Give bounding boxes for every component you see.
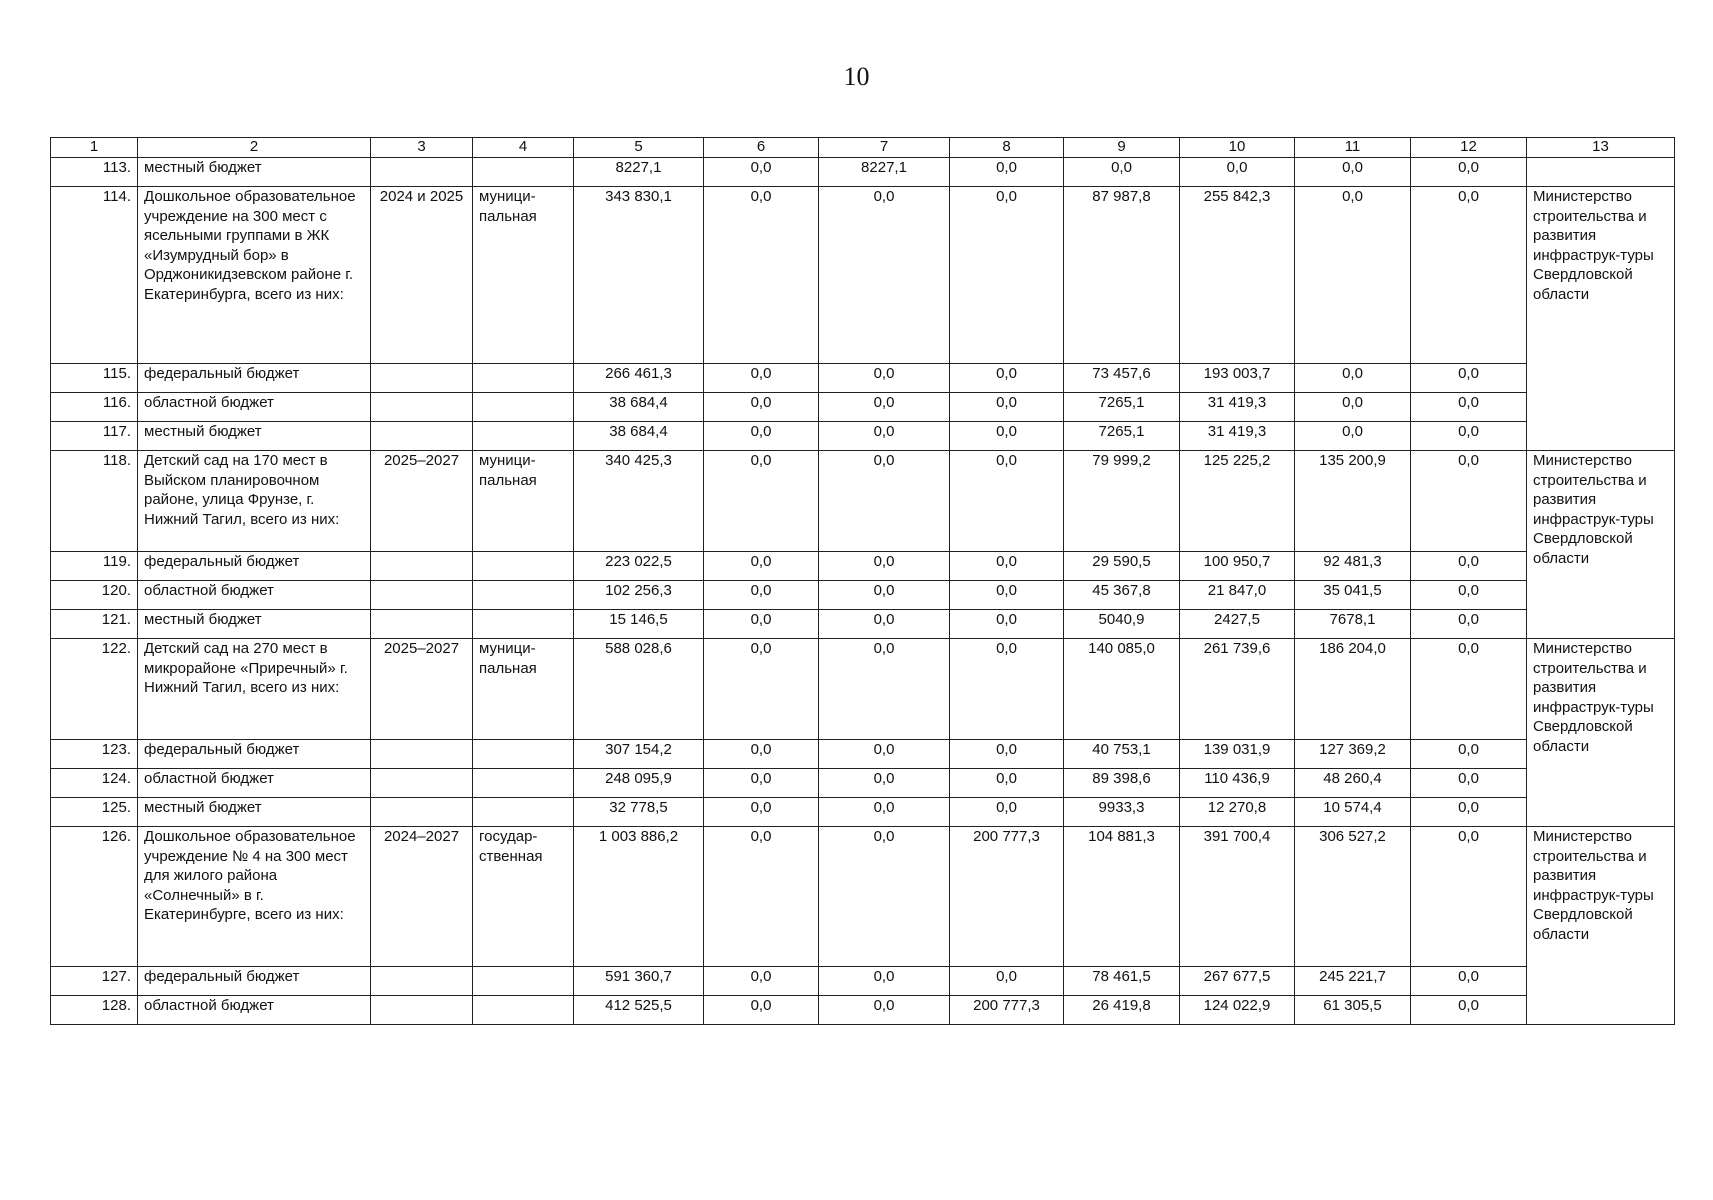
amount-col-8: 200 777,3: [950, 827, 1064, 967]
amount-col-11: 0,0: [1295, 364, 1411, 393]
amount-col-10: 391 700,4: [1180, 827, 1295, 967]
item-name: федеральный бюджет: [138, 364, 371, 393]
amount-col-9: 87 987,8: [1064, 187, 1180, 364]
table-row: [51, 422, 1675, 451]
item-name: областной бюджет: [138, 393, 371, 422]
amount-col-10: 261 739,6: [1180, 639, 1295, 740]
table-row: [51, 552, 1675, 581]
responsible-organization: Министерство строительства и развития инфраструк-туры Свердловской области: [1527, 451, 1675, 639]
item-name: федеральный бюджет: [138, 552, 371, 581]
amount-col-11: 0,0: [1295, 187, 1411, 364]
amount-col-9: 140 085,0: [1064, 639, 1180, 740]
amount-col-9: 79 999,2: [1064, 451, 1180, 552]
amount-col-10: 100 950,7: [1180, 552, 1295, 581]
column-header: 6: [704, 138, 819, 158]
amount-col-5: 38 684,4: [574, 422, 704, 451]
amount-col-12: 0,0: [1411, 364, 1527, 393]
amount-col-8: 0,0: [950, 740, 1064, 769]
responsible-organization: Министерство строительства и развития инфраструк-туры Свердловской области: [1527, 639, 1675, 827]
amount-col-5: 588 028,6: [574, 639, 704, 740]
amount-col-8: 0,0: [950, 187, 1064, 364]
responsible-empty: [1527, 158, 1675, 187]
amount-col-10: 0,0: [1180, 158, 1295, 187]
amount-col-10: 2427,5: [1180, 610, 1295, 639]
amount-col-10: 31 419,3: [1180, 422, 1295, 451]
amount-col-5: 266 461,3: [574, 364, 704, 393]
period: 2025–2027: [371, 451, 473, 552]
amount-col-12: 0,0: [1411, 610, 1527, 639]
amount-col-10: 255 842,3: [1180, 187, 1295, 364]
ownership-type: [473, 422, 574, 451]
amount-col-8: 0,0: [950, 581, 1064, 610]
amount-col-12: 0,0: [1411, 967, 1527, 996]
period: [371, 364, 473, 393]
period: [371, 769, 473, 798]
item-name: областной бюджет: [138, 996, 371, 1025]
amount-col-6: 0,0: [704, 769, 819, 798]
amount-col-9: 45 367,8: [1064, 581, 1180, 610]
ownership-type: [473, 996, 574, 1025]
amount-col-10: 12 270,8: [1180, 798, 1295, 827]
amount-col-11: 0,0: [1295, 158, 1411, 187]
table-row: [51, 610, 1675, 639]
amount-col-5: 1 003 886,2: [574, 827, 704, 967]
column-header: 10: [1180, 138, 1295, 158]
ownership-type: [473, 364, 574, 393]
amount-col-7: 0,0: [819, 552, 950, 581]
column-header: 9: [1064, 138, 1180, 158]
amount-col-10: 110 436,9: [1180, 769, 1295, 798]
amount-col-5: 8227,1: [574, 158, 704, 187]
period: [371, 422, 473, 451]
row-number: 116.: [51, 393, 138, 422]
amount-col-5: 102 256,3: [574, 581, 704, 610]
amount-col-8: 0,0: [950, 552, 1064, 581]
amount-col-12: 0,0: [1411, 451, 1527, 552]
row-number: 114.: [51, 187, 138, 364]
amount-col-12: 0,0: [1411, 827, 1527, 967]
column-header: 12: [1411, 138, 1527, 158]
table-row: [51, 451, 1675, 552]
row-number: 127.: [51, 967, 138, 996]
row-number: 126.: [51, 827, 138, 967]
amount-col-6: 0,0: [704, 827, 819, 967]
amount-col-10: 21 847,0: [1180, 581, 1295, 610]
ownership-type: [473, 158, 574, 187]
amount-col-10: 139 031,9: [1180, 740, 1295, 769]
amount-col-6: 0,0: [704, 740, 819, 769]
ownership-type: [473, 610, 574, 639]
item-name: федеральный бюджет: [138, 967, 371, 996]
amount-col-5: 32 778,5: [574, 798, 704, 827]
amount-col-11: 61 305,5: [1295, 996, 1411, 1025]
row-number: 125.: [51, 798, 138, 827]
period: [371, 967, 473, 996]
amount-col-8: 0,0: [950, 610, 1064, 639]
row-number: 123.: [51, 740, 138, 769]
amount-col-5: 223 022,5: [574, 552, 704, 581]
item-name: местный бюджет: [138, 422, 371, 451]
ownership-type: государ-ственная: [473, 827, 574, 967]
amount-col-7: 0,0: [819, 610, 950, 639]
period: [371, 552, 473, 581]
ownership-type: муници-пальная: [473, 451, 574, 552]
ownership-type: [473, 581, 574, 610]
amount-col-8: 0,0: [950, 364, 1064, 393]
amount-col-10: 31 419,3: [1180, 393, 1295, 422]
amount-col-5: 15 146,5: [574, 610, 704, 639]
amount-col-7: 0,0: [819, 827, 950, 967]
ownership-type: муници-пальная: [473, 187, 574, 364]
period: [371, 996, 473, 1025]
amount-col-9: 78 461,5: [1064, 967, 1180, 996]
amount-col-7: 0,0: [819, 581, 950, 610]
row-number: 115.: [51, 364, 138, 393]
table-row: [51, 967, 1675, 996]
amount-col-6: 0,0: [704, 158, 819, 187]
table-row: [51, 364, 1675, 393]
amount-col-7: 0,0: [819, 798, 950, 827]
column-header: 11: [1295, 138, 1411, 158]
amount-col-8: 0,0: [950, 798, 1064, 827]
row-number: 119.: [51, 552, 138, 581]
item-name: местный бюджет: [138, 610, 371, 639]
amount-col-11: 186 204,0: [1295, 639, 1411, 740]
amount-col-7: 0,0: [819, 364, 950, 393]
table-body: [51, 158, 1675, 1025]
amount-col-9: 0,0: [1064, 158, 1180, 187]
item-name: Детский сад на 170 мест в Выйском планировочном районе, улица Фрунзе, г. Нижний Тагил, всего из них:: [138, 451, 371, 552]
ownership-type: муници-пальная: [473, 639, 574, 740]
amount-col-6: 0,0: [704, 422, 819, 451]
column-header: 2: [138, 138, 371, 158]
amount-col-11: 35 041,5: [1295, 581, 1411, 610]
amount-col-12: 0,0: [1411, 422, 1527, 451]
amount-col-12: 0,0: [1411, 158, 1527, 187]
table-row: [51, 639, 1675, 740]
amount-col-6: 0,0: [704, 798, 819, 827]
budget-table: [50, 137, 1675, 1025]
responsible-organization: Министерство строительства и развития инфраструк-туры Свердловской области: [1527, 187, 1675, 451]
amount-col-9: 40 753,1: [1064, 740, 1180, 769]
period: [371, 158, 473, 187]
amount-col-11: 127 369,2: [1295, 740, 1411, 769]
item-name: Дошкольное образовательное учреждение № 4 на 300 мест для жилого района «Солнечный» в г. Екатеринбурге, всего из них:: [138, 827, 371, 967]
table-row: [51, 158, 1675, 187]
table-row: [51, 740, 1675, 769]
amount-col-8: 0,0: [950, 393, 1064, 422]
amount-col-7: 0,0: [819, 740, 950, 769]
amount-col-7: 8227,1: [819, 158, 950, 187]
column-header: 1: [51, 138, 138, 158]
amount-col-12: 0,0: [1411, 769, 1527, 798]
ownership-type: [473, 798, 574, 827]
amount-col-11: 135 200,9: [1295, 451, 1411, 552]
ownership-type: [473, 769, 574, 798]
row-number: 117.: [51, 422, 138, 451]
period: [371, 581, 473, 610]
item-name: федеральный бюджет: [138, 740, 371, 769]
amount-col-5: 343 830,1: [574, 187, 704, 364]
period: 2025–2027: [371, 639, 473, 740]
amount-col-9: 7265,1: [1064, 393, 1180, 422]
amount-col-9: 73 457,6: [1064, 364, 1180, 393]
amount-col-10: 193 003,7: [1180, 364, 1295, 393]
amount-col-5: 248 095,9: [574, 769, 704, 798]
amount-col-6: 0,0: [704, 610, 819, 639]
amount-col-8: 0,0: [950, 639, 1064, 740]
table-row: [51, 393, 1675, 422]
row-number: 113.: [51, 158, 138, 187]
ownership-type: [473, 967, 574, 996]
column-header: 7: [819, 138, 950, 158]
amount-col-11: 48 260,4: [1295, 769, 1411, 798]
period: 2024–2027: [371, 827, 473, 967]
amount-col-9: 29 590,5: [1064, 552, 1180, 581]
amount-col-8: 0,0: [950, 967, 1064, 996]
amount-col-8: 0,0: [950, 158, 1064, 187]
amount-col-9: 5040,9: [1064, 610, 1180, 639]
table-row: [51, 187, 1675, 364]
period: [371, 740, 473, 769]
item-name: местный бюджет: [138, 158, 371, 187]
period: [371, 393, 473, 422]
amount-col-6: 0,0: [704, 581, 819, 610]
amount-col-8: 0,0: [950, 422, 1064, 451]
column-header: 4: [473, 138, 574, 158]
item-name: областной бюджет: [138, 769, 371, 798]
responsible-organization: Министерство строительства и развития инфраструк-туры Свердловской области: [1527, 827, 1675, 1025]
amount-col-6: 0,0: [704, 967, 819, 996]
ownership-type: [473, 740, 574, 769]
amount-col-6: 0,0: [704, 552, 819, 581]
ownership-type: [473, 552, 574, 581]
amount-col-10: 125 225,2: [1180, 451, 1295, 552]
period: [371, 798, 473, 827]
amount-col-10: 267 677,5: [1180, 967, 1295, 996]
table-row: [51, 996, 1675, 1025]
amount-col-7: 0,0: [819, 967, 950, 996]
amount-col-12: 0,0: [1411, 639, 1527, 740]
column-header: 5: [574, 138, 704, 158]
amount-col-11: 10 574,4: [1295, 798, 1411, 827]
item-name: Дошкольное образовательное учреждение на 300 мест с ясельными группами в ЖК «Изумрудный бор» в Орджоникидзевском районе г. Екатеринбурга, всего из них:: [138, 187, 371, 364]
amount-col-5: 307 154,2: [574, 740, 704, 769]
amount-col-7: 0,0: [819, 422, 950, 451]
amount-col-11: 0,0: [1295, 422, 1411, 451]
column-header: 3: [371, 138, 473, 158]
amount-col-5: 591 360,7: [574, 967, 704, 996]
amount-col-12: 0,0: [1411, 581, 1527, 610]
amount-col-6: 0,0: [704, 639, 819, 740]
amount-col-9: 104 881,3: [1064, 827, 1180, 967]
amount-col-12: 0,0: [1411, 740, 1527, 769]
row-number: 121.: [51, 610, 138, 639]
amount-col-8: 200 777,3: [950, 996, 1064, 1025]
period: [371, 610, 473, 639]
period: 2024 и 2025: [371, 187, 473, 364]
table-row: [51, 827, 1675, 967]
amount-col-11: 7678,1: [1295, 610, 1411, 639]
amount-col-6: 0,0: [704, 451, 819, 552]
amount-col-9: 26 419,8: [1064, 996, 1180, 1025]
column-header: 13: [1527, 138, 1675, 158]
amount-col-11: 306 527,2: [1295, 827, 1411, 967]
amount-col-7: 0,0: [819, 451, 950, 552]
item-name: местный бюджет: [138, 798, 371, 827]
item-name: Детский сад на 270 мест в микрорайоне «Приречный» г. Нижний Тагил, всего из них:: [138, 639, 371, 740]
amount-col-7: 0,0: [819, 639, 950, 740]
row-number: 120.: [51, 581, 138, 610]
amount-col-12: 0,0: [1411, 552, 1527, 581]
row-number: 128.: [51, 996, 138, 1025]
row-number: 122.: [51, 639, 138, 740]
amount-col-12: 0,0: [1411, 996, 1527, 1025]
amount-col-11: 245 221,7: [1295, 967, 1411, 996]
table-row: [51, 798, 1675, 827]
amount-col-5: 412 525,5: [574, 996, 704, 1025]
amount-col-6: 0,0: [704, 364, 819, 393]
page-number: 10: [843, 62, 870, 91]
column-header: 8: [950, 138, 1064, 158]
amount-col-6: 0,0: [704, 187, 819, 364]
amount-col-6: 0,0: [704, 996, 819, 1025]
amount-col-7: 0,0: [819, 996, 950, 1025]
amount-col-11: 0,0: [1295, 393, 1411, 422]
item-name: областной бюджет: [138, 581, 371, 610]
amount-col-12: 0,0: [1411, 798, 1527, 827]
amount-col-12: 0,0: [1411, 393, 1527, 422]
amount-col-7: 0,0: [819, 769, 950, 798]
table-row: [51, 769, 1675, 798]
amount-col-10: 124 022,9: [1180, 996, 1295, 1025]
ownership-type: [473, 393, 574, 422]
amount-col-9: 9933,3: [1064, 798, 1180, 827]
amount-col-8: 0,0: [950, 451, 1064, 552]
row-number: 118.: [51, 451, 138, 552]
amount-col-5: 38 684,4: [574, 393, 704, 422]
amount-col-7: 0,0: [819, 187, 950, 364]
amount-col-9: 7265,1: [1064, 422, 1180, 451]
amount-col-5: 340 425,3: [574, 451, 704, 552]
amount-col-6: 0,0: [704, 393, 819, 422]
row-number: 124.: [51, 769, 138, 798]
amount-col-9: 89 398,6: [1064, 769, 1180, 798]
table-row: [51, 581, 1675, 610]
column-header-row: [51, 138, 1675, 158]
amount-col-7: 0,0: [819, 393, 950, 422]
amount-col-11: 92 481,3: [1295, 552, 1411, 581]
amount-col-8: 0,0: [950, 769, 1064, 798]
amount-col-12: 0,0: [1411, 187, 1527, 364]
